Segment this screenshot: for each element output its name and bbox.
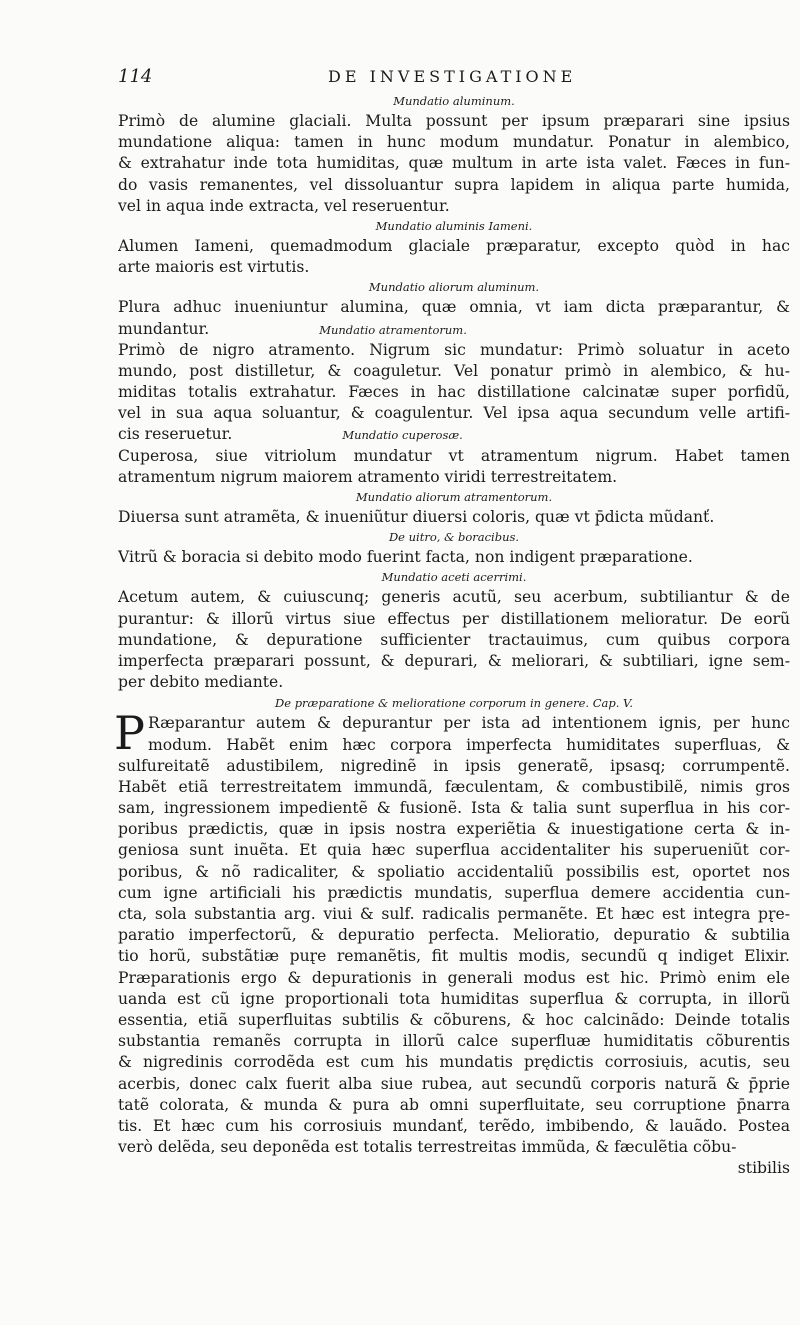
line-text: poribus prædictis, quæ in ipsis nostra experiẽtia & inuestigatione certa & in- xyxy=(118,820,790,839)
chapter-heading: De præparatione & melioratione corporum in genere. Cap. V. xyxy=(275,696,633,711)
text-line xyxy=(118,989,790,1010)
running-title: DE INVESTIGATIONE xyxy=(328,67,577,86)
line-text: per debito mediante. xyxy=(118,673,284,692)
line-text: arte maioris est virtutis. xyxy=(118,258,310,277)
text-line xyxy=(118,735,790,756)
line-text: sulfureitatẽ adustibilem, nigredinẽ in ipsis generatẽ, ipsasq; corrumpentẽ. xyxy=(118,756,790,775)
text-line xyxy=(118,819,790,840)
line-text: geniosa sunt inuẽta. Et quia hæc superflua accidentaliter his superueniũt cor- xyxy=(118,841,790,860)
text-line xyxy=(118,672,790,693)
line-text: & extrahatur inde tota humiditas, quæ multum in arte ista valet. Fæces in fun- xyxy=(118,154,790,173)
text-line xyxy=(118,236,790,257)
line-text: mundo, post distilletur, & coaguletur. Vel ponatur primò in alembico, & hu- xyxy=(118,361,790,380)
line-text: poribus, & nõ radicaliter, & spoliatio accidentaliũ possibilis est, oportet nos xyxy=(118,862,790,881)
section-heading: Mundatio aliorum atramentorum. xyxy=(355,490,553,504)
text-line xyxy=(118,1116,790,1137)
text-line xyxy=(118,651,790,672)
line-text: mundantur. xyxy=(118,319,210,338)
text-line xyxy=(118,840,790,861)
text-line xyxy=(118,1010,790,1031)
line-text: Habẽt etiã terrestreitatem immundã, fæculentam, & combustibilẽ, nimis gros xyxy=(118,777,790,796)
line-text: Cuperosa, siue vitriolum mundatur vt atramentum nigrum. Habet tamen xyxy=(118,446,790,465)
line-text: tatẽ colorata, & munda & pura ab omni superfluitate, seu corruptione p̄narra xyxy=(118,1095,790,1114)
line-text: substantia remanẽs corrupta in illorũ calce superfluæ humiditatis cõburentis xyxy=(118,1032,790,1051)
section-heading: Mundatio aluminis Iameni. xyxy=(375,218,533,233)
text-line xyxy=(118,1074,790,1095)
line-text: tis. Et hæc cum his corrosiuis mundanť, terẽdo, imbibendo, & lauãdo. Postea xyxy=(118,1116,790,1135)
text-line xyxy=(118,446,790,467)
inline-section-heading: Mundatio atramentorum. xyxy=(319,322,467,337)
text-line xyxy=(118,403,790,424)
line-text: Primò de alumine glaciali. Multa possunt per ipsum præparari sine ipsius xyxy=(118,112,790,130)
section-heading: Mundatio aluminum. xyxy=(393,94,515,108)
text-line xyxy=(118,340,790,361)
text-line xyxy=(118,111,790,132)
line-text: acerbis, donec calx fuerit alba siue rubea, aut secundũ corporis naturã & p̄prie xyxy=(118,1074,790,1093)
text-line xyxy=(118,1052,790,1073)
drop-capital: P xyxy=(114,706,145,761)
page-number: 114 xyxy=(118,66,153,87)
line-text: paratio imperfectorũ, & depuratio perfecta. Melioratio, depuratio & subtilia xyxy=(118,926,790,945)
line-text: essentia, etiã superfluitas subtilis & cõburens, & hoc calcinãdo: Deinde totalis xyxy=(118,1010,790,1029)
text-line xyxy=(118,904,790,925)
text-line xyxy=(118,361,790,382)
text-line xyxy=(118,424,790,445)
line-text: imperfecta præparari possunt, & depurari, & meliorari, & subtiliari, igne sem- xyxy=(118,651,790,670)
line-text: purantur: & illorũ virtus siue effectus per distillationem melioratur. De eorũ xyxy=(118,609,790,628)
line-text: vel in sua aqua soluantur, & coagulentur. Vel ipsa aqua secundum velle artifi- xyxy=(118,404,790,423)
text-line xyxy=(118,1031,790,1052)
line-text: Diuersa sunt atramẽta, & inueniũtur diuersi coloris, quæ vt p̄dicta mũdanť. xyxy=(118,508,715,526)
text-line xyxy=(118,946,790,967)
line-text: cum igne artificiali his prædictis mundatis, superflua demere accidentia cun- xyxy=(118,883,790,902)
section-heading: Mundatio aliorum aluminum. xyxy=(368,280,540,295)
line-text: mundatione, & depuratione sufficienter tractauimus, cum quibus corpora xyxy=(118,630,790,649)
inline-section-heading: Mundatio cuperosæ. xyxy=(342,428,463,443)
text-line xyxy=(118,777,790,798)
line-text: & nigredinis corrodẽda est cum his mundatis prędictis corrosiuis, acutis, seu xyxy=(118,1053,790,1072)
line-text: tio horũ, substãtiæ pur̨e remanẽtis, fit multis modis, secundũ q indiget Elixir. xyxy=(118,947,790,966)
text-line xyxy=(118,630,790,651)
section-heading: De uitro, & boracibus. xyxy=(388,530,520,545)
line-text: Alumen Iameni, quemadmodum glaciale præparatur, excepto quòd in hac xyxy=(118,236,790,255)
text-line xyxy=(118,756,790,777)
section-heading: Mundatio aceti acerrimi. xyxy=(381,570,527,585)
line-text: do vasis remanentes, vel dissoluantur supra lapidem in aliqua parte humida, xyxy=(118,175,790,194)
line-text: Ræparantur autem & depurantur per ista ad intentionem ignis, per hunc xyxy=(148,714,790,733)
text-column xyxy=(114,92,790,1179)
text-line xyxy=(118,862,790,883)
line-text: cta, sola substantia arg. viui & sulf. radicalis permanẽte. Et hæc est integra pr̨e- xyxy=(118,905,790,923)
text-line xyxy=(118,196,790,217)
line-text: atramentum nigrum maiorem atramento viridi terrestreitatem. xyxy=(118,467,618,486)
line-text: Plura adhuc inueniuntur alumina, quæ omnia, vt iam dicta præparantur, & xyxy=(118,298,790,317)
text-line xyxy=(118,609,790,630)
page-header xyxy=(118,66,790,94)
text-line xyxy=(118,319,790,340)
text-line xyxy=(118,587,790,608)
text-line xyxy=(118,1095,790,1116)
text-line xyxy=(118,507,790,528)
line-text: Acetum autem, & cuiuscunq; generis acutũ, seu acerbum, subtiliantur & de xyxy=(118,588,790,607)
text-line xyxy=(118,798,790,819)
text-line xyxy=(118,153,790,174)
line-text: Primò de nigro atramento. Nigrum sic mundatur: Primò soluatur in aceto xyxy=(118,340,790,359)
line-text: uanda est cũ igne proportionali tota humiditas superflua & corrupta, in illorũ xyxy=(118,989,790,1008)
text-line xyxy=(118,1137,790,1158)
line-text: cis reseruetur. xyxy=(118,425,233,444)
line-text: sam, ingressionem impedientẽ & fusionẽ. Ista & talia sunt superflua in his cor- xyxy=(118,799,790,818)
line-text: verò delẽda, seu deponẽda est totalis terrestreitas immũda, & fæculẽtia cõbu- xyxy=(118,1138,737,1157)
line-text: modum. Habẽt enim hæc corpora imperfecta humiditates superfluas, & xyxy=(148,735,790,754)
text-line xyxy=(118,968,790,989)
text-line xyxy=(118,297,790,318)
text-line xyxy=(118,382,790,403)
line-text: vel in aqua inde extracta, vel reseruentur. xyxy=(118,196,450,215)
text-line xyxy=(118,132,790,153)
line-text: Præparationis ergo & depurationis in generali modus est hic. Primò enim ele xyxy=(118,968,790,987)
text-line xyxy=(118,925,790,946)
line-text: Vitrũ & boracia si debito modo fuerint facta, non indigent præparatione. xyxy=(118,548,693,567)
text-line xyxy=(118,547,790,568)
text-line xyxy=(118,175,790,196)
line-text: mundatione aliqua: tamen in hunc modum mundatur. Ponatur in alembico, xyxy=(118,133,790,152)
text-line xyxy=(118,257,790,278)
text-line xyxy=(118,883,790,904)
text-line xyxy=(118,467,790,488)
line-text: miditas totalis extrahatur. Fæces in hac distillatione calcinatæ super porfidũ, xyxy=(118,383,790,402)
catchword: stibilis xyxy=(737,1159,790,1178)
